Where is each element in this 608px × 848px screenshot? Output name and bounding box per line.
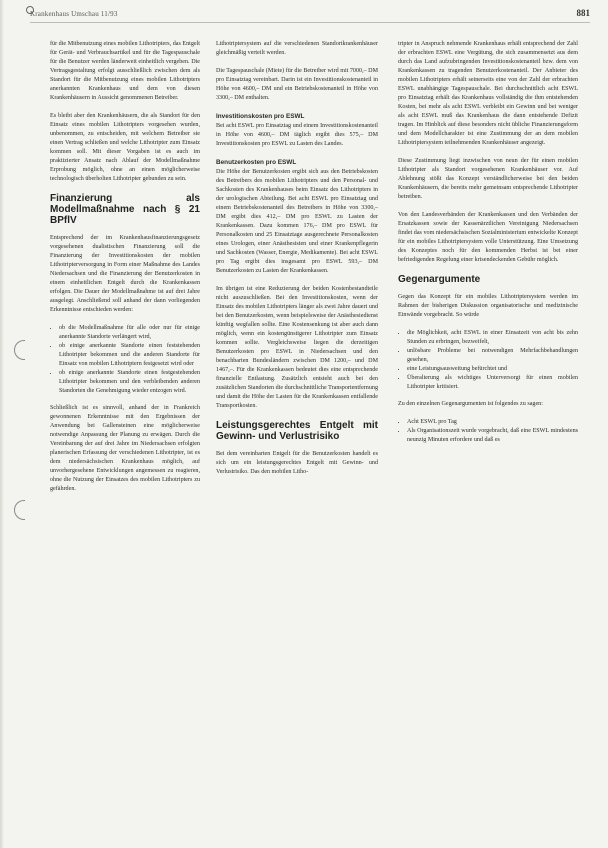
paragraph: Die Höhe der Benutzerkosten ergibt sich aus den Betriebskosten des Betreibers des mobilen Lithotripters und den Personal- und Sachkosten des Krankenhauses beim Einsatz des Lithotripters in der urologischen Abteilung. Bei acht ESWL pro Einsatztag und einem Betriebskostenanteil des Betreibers in Höhe von 3300,– DM ergibt dies 412,– DM pro ESWL zu Lasten der Krankenkassen. Dazu kommen 176,– DM pro ESWL für Personalkosten und 25 Einsatztage ausgerechnete Personalkosten eines Urologen, einer Anästhesisten und einer Krankenpflegerin und Sachkosten (Wasser, Energie, Medikamente). Bei acht ESWL pro Tag ergibt dies insgesamt pro ESWL 593,– DM Benutzerkosten zu Lasten der Krankenkassen. bbox=[216, 169, 378, 274]
paragraph: Gegen das Konzept für ein mobiles Lithotriptersystem werden im Rahmen der bisherigen Diskussion organisatorische und medizinische Einwände vorgebracht. So würde bbox=[398, 294, 578, 318]
paragraph: Bei dem vereinbarten Entgelt für die Benutzerkosten handelt es sich um ein leistungsgerechtes Entgelt mit Gewinn- und Verlustrisiko. Das den mobilen Litho- bbox=[216, 451, 378, 475]
paragraph: Zu den einzelnen Gegenargumenten ist folgendes zu sagen: bbox=[398, 401, 543, 407]
list-item: • die Möglichkeit, acht ESWL in einer Einsatzeit von acht bis zehn Stunden zu erbringen, bezweifelt, bbox=[407, 329, 578, 347]
paragraph: Bei acht ESWL pro Einsatztag und einem Investitionskostenanteil in Höhe von 4600,– DM täglich ergibt dies 575,– DM Investitionskosten pro ESWL zu Lasten des Landes. bbox=[216, 123, 378, 147]
list-item: • Als Organisationszeit wurde vorgebracht, daß eine ESWL mindestens neunzig Minuten erfordere und daß es bbox=[407, 427, 578, 445]
paragraph: Diese Zustimmung liegt inzwischen von neun der für einen mobilen Lithotripter als Standort vorgesehenen Krankenhäuser vor. Auf Ablehnung stößt das Konzept verständlicherweise bei den beiden Krankenhäusern, die bereits mehr gemeinsam entsprechende Lithotripter betreiben. bbox=[398, 158, 578, 200]
paragraph: Lithotriptersystem auf die verschiedenen Standortkrankenhäuser gleichmäßig verteilt werden. bbox=[216, 41, 378, 56]
text-column-1 bbox=[50, 40, 200, 838]
section-heading: Finanzierung als Modellmaßnahme nach § 21 BPflV bbox=[50, 193, 200, 226]
bullet-list bbox=[50, 324, 200, 396]
margin-binding-mark bbox=[14, 340, 25, 360]
paragraph: tripter in Anspruch nehmende Krankenhaus erhält entsprechend der Zahl der erbrachten ESWL eine Vergütung, die sich zusammensetzt aus dem durch das Land aufzubringenden Investitionskostenanteil bzw. dem von Krankenkassen zu tragenden Benutzerkostenanteil. Der Anbieter des mobilen Lithotripters erhält seinerseits eine von der Zahl der erbrachten ESWL unabhängige Tagespauschale. Bei durchschnittlich acht ESWL pro Einsatztag erhält das Krankenhaus vollständig die ihm entstehenden Kosten, bei mehr als acht ESWL verbleibt ein Gewinn und bei weniger als acht ESWL muß das Krankenhaus die dann entstehende Defizit tragen. Im Hinblick auf diese besonders nicht übliche Finanzierungsform und dem Modellcharakter ist eine Zustimmung der an dem mobilen Lithotriptersystem teilnehmenden Krankenhäuser angezeigt. bbox=[398, 41, 578, 146]
subheading: Benutzerkosten pro ESWL bbox=[216, 159, 297, 166]
section-heading: Gegenargumente bbox=[398, 274, 481, 285]
margin-binding-mark bbox=[14, 500, 25, 520]
page-header bbox=[30, 8, 590, 23]
list-item: • Acht ESWL pro Tag bbox=[407, 418, 578, 427]
list-item: • eine Leistungsausweitung befürchtet und bbox=[407, 365, 578, 374]
paragraph: Entsprechend der im Krankenhausfinanzierungsgesetz vorgesehenen dualistischen Finanzierung soll die Finanzierung der Investitionskosten der mobilen Lithotripterversorgung in Form einer Maßnahme des Landes Niedersachsen und die Finanzierung der Benutzerkosten in einem einheitlichen Entgelt durch die Krankenkassen erfolgen. Die Dauer der Modellmaßnahme ist auf drei Jahre ausgelegt. Anschließend soll anhand der dann vorliegenden Erkenntnisse entschieden werden: bbox=[50, 235, 200, 313]
paragraph: Schließlich ist es sinnvoll, anhand der in Frankreich gewonnenen Erkenntnisse mit den Ergebnissen der Anwendung bei Gallensteinen eine möglicherweise notwendige Anpassung der Planung zu erwägen. Durch die Vereinbarung der auf drei Jahre im Niedersachsen erfolgten planerischen Erfassung der verschiedenen Lithotripter, ist es dem niedersächsischen Krankenhaus möglich, auf unvorhergesehene Entwicklungen angemessen zu reagieren, ohne die Nutzung der Einsatzes des mobilen Lithotripters zu gefährden. bbox=[50, 405, 200, 492]
text-column-3 bbox=[398, 40, 578, 838]
list-item: • ob einige anerkannte Standorte einen feststehenden Lithotripter bekommen und die anderen Standorte für Einsatz von mobilen Lithotriptern festgesetzt wird oder bbox=[59, 342, 200, 369]
list-item: • unlösbare Probleme bei notwendigen Mehrfachbehandlungen gesehen, bbox=[407, 347, 578, 365]
section-heading: Leistungsgerechtes Entgelt mit Gewinn- und Verlustrisiko bbox=[216, 420, 378, 442]
subheading: Investitionskosten pro ESWL bbox=[216, 113, 305, 120]
list-item: • Überalterung als wichtiges Unterversorgt für einen mobilen Lithotripter kritisiert. bbox=[407, 374, 578, 392]
text-column-2 bbox=[216, 40, 378, 838]
page-number: 881 bbox=[576, 8, 590, 18]
list-item: • ob einige anerkannte Standorte einen festgestehenden Lithotripter bekommen und den verbleibenden anderen Standorten die Genehmigung wieder entzogen wird. bbox=[59, 369, 200, 396]
bullet-list bbox=[398, 329, 578, 392]
page-fold-shadow bbox=[0, 0, 4, 848]
bullet-list bbox=[398, 418, 578, 445]
paragraph: Im übrigen ist eine Reduzierung der beiden Kostenbestandteile nicht auszuschließen. Bei den Investitionskosten, wenn der Einsatz des mobilen Lithotripters länger als zwei Jahre dauert und bei den Benutzerkosten, wenn beispielsweise der Anästhesiedienst künftig wegfallen sollte. Eine Kostensenkung ist aber auch dann möglich, wenn ein kostengünstigerer Lithotripter zum Einsatz kommen sollte. Vergleichsweise liegen die derzeitigen Benutzerkosten pro ESWL in Niedersachsen und den benachbarten Bundesländern zwischen DM 1200,– und DM 1467,–. Für die Krankenkassen bedeutet dies eine entsprechende finanzielle Entlastung. Zusätzlich entsteht auch bei den zusätzlichen Standorten die durchschnittliche Transportentfernung und damit die Höhe der Lasten für die Krankenkassen entfallende Transportkosten. bbox=[216, 286, 378, 409]
paragraph: für die Mitbenutzung eines mobilen Lithotripters, das Entgelt für Gerät- und Verbrauchsartikel und für die Tagespauschale für die Benutzer werden länderweit einheitlich vergeben. Die Vertragsgestaltung erfolgt ausschließlich zwischen dem als Standort für die Mitbenutzung eines mobilen Lithotripters anerkannten Krankenhaus und dem von diesen Krankenhäusern in Aussicht genommenen Betreiber. bbox=[50, 41, 200, 101]
paragraph: Die Tagespauschale (Miete) für die Betreiber wird mit 7000,– DM pro Einsatztag vereinbart. Darin ist ein Investitionskostenanteil in Höhe von 4600,– DM und ein Betriebskostenanteil in Höhe von 3300,– DM enthalten. bbox=[216, 68, 378, 101]
list-item: • ob die Modellmaßnahme für alle oder nur für einige anerkannte Standorte verlängert wird, bbox=[59, 324, 200, 342]
paragraph: Von den Landesverbänden der Krankenkassen und den Verbänden der Ersatzkassen sowie der Kassenärztlichen Vereinigung Niedersachsen findet das vom niedersächsischen Sozialministerium entwickelte Konzept für ein mobiles Lithotriptersystem volle Unterstützung. Eine Umsetzung des Konzeptes noch für den kommenden Herbst ist bei einer befriedigenden Regelung einer krisendeckenden Gebühr möglich. bbox=[398, 212, 578, 263]
paragraph: Es bleibt aber den Krankenhäusern, die als Standort für den Einsatz eines mobilen Lithotripters vorgesehen wurden, unbenommen, zu entscheiden, mit welchem Betreiber sie einen Vertrag schließen und welche Lithotripter zum Einsatz kommen soll. Mit dieser Vorgaben ist es auch im praktizierter Ansatz nach Ablauf der Modellmaßnahme Erprobung möglich, ohne an einen möglicherweise technologisch überholten Lithotripter gebunden zu sein. bbox=[50, 113, 200, 182]
journal-title: Krankenhaus Umschau 11/93 bbox=[30, 10, 118, 18]
